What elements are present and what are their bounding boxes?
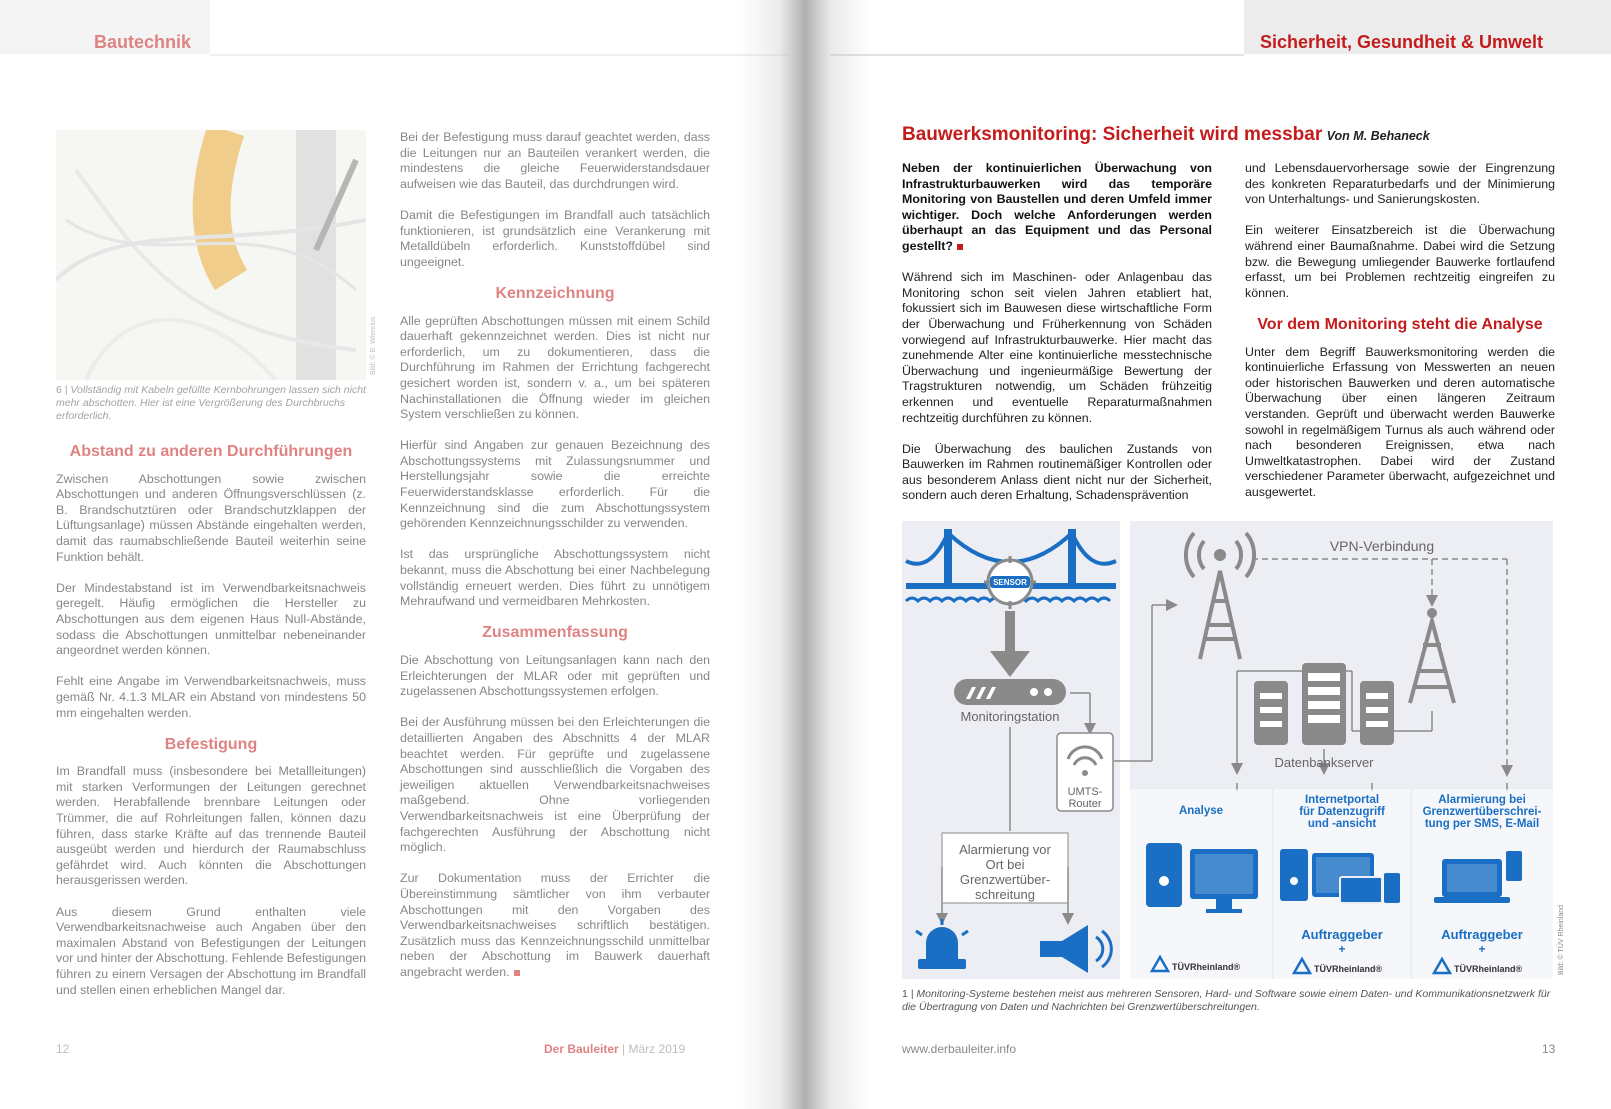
left-header-line	[210, 54, 790, 56]
paragraph: Fehlt eine Angabe im Verwendbarkeitsnachweis, muss gemäß Nr. 4.1.3 MLAR ein Abstand von mindestens 50 mm eingehalten werden.	[56, 674, 366, 720]
paragraph: Hierfür sind Angaben zur genauen Bezeichnung des Abschottungssystems mit Zulassungsnummer und Herstellungsjahr sowie die erreichte Feuerwiderstandsklasse erforderlich. Für die Kennzeichnung sind die zum Abschottungssystem gehörenden Kennzeichnungsschilder zu verwenden.	[400, 438, 710, 531]
alarm-label-4: schreitung	[975, 887, 1035, 902]
left-column-2	[400, 130, 710, 996]
monitoring-diagram-svg	[902, 521, 1553, 979]
right-header-line	[830, 54, 1244, 56]
left-column-1	[56, 440, 366, 1014]
paragraph: Die Abschottung von Leitungsanlagen kann nach den Erleichterungen der MLAR oder mit geprüften und zugelassenen Abschottungssystemen erfolgen.	[400, 653, 710, 699]
photo-credit: Bild: © B. Wienrius	[370, 316, 377, 375]
article-lead	[902, 161, 1212, 255]
paragraph: Bei der Befestigung muss darauf geachtet werden, dass die Leitungen nur an Bauteilen verankert werden, die mindestens die gleiche Feuerwiderstandsdauer aufweisen wie das Bauteil, das durchdrungen wird.	[400, 130, 710, 191]
paragraph-text: Zur Dokumentation muss der Errichter die Übereinstimmung sämtlicher von ihm verbauter Abschottungen mit den Vorgaben des Verwendbarkeitsnachweises schriftlich bestätigen. Zusätzlich muss das Kennzeichnungsschild unmittelbar neben der Abschottung im Bauwerk dauerhaft angebracht werden.	[400, 871, 710, 979]
left-footer-magazine	[544, 1042, 685, 1056]
paragraph: Ist das ursprüngliche Abschottungssystem nicht bekannt, muss die Abschottung bei einer Nachbelegung vollständig erneuert werden. Dies führt zu unnötigem Mehraufwand und vermeidbaren Mehrkosten.	[400, 547, 710, 609]
sms-label-1: Alarmierung bei	[1438, 794, 1526, 806]
auftraggeber-label-2: Auftraggeber	[1441, 927, 1523, 942]
router-label-2: Router	[1068, 798, 1102, 810]
cable-photo	[56, 130, 366, 380]
photo-caption-number: 6	[56, 384, 62, 396]
left-page-number: 12	[56, 1042, 70, 1056]
left-page	[0, 0, 790, 1109]
paragraph: Damit die Befestigungen im Brandfall auch tatsächlich funktionieren, ist grundsätzlich eine Verankerung mit Metalldübeln erforderlich. Kunststoffdübel sind ungeeignet.	[400, 207, 710, 269]
right-section-label: Sicherheit, Gesundheit & Umwelt	[1260, 32, 1544, 52]
diagram-caption-number: 1	[902, 988, 908, 1000]
tuv-label-2: TÜVRheinland®	[1314, 964, 1383, 974]
heading-abstand: Abstand zu anderen Durchführungen	[69, 443, 353, 460]
article-header	[902, 124, 1430, 146]
paragraph: Unter dem Begriff Bauwerksmonitoring werden die kontinuierliche Erfassung von Messwerten an neuen oder historischen Bauwerken und deren automatische Überwachung über einen längeren Zeitraum verstanden. Geprüft und überwacht werden Bauwerke sowohl in regelmäßigem Turnus als auch während oder nach besonderen Ereignissen, etwa nach Umweltkatastrophen. Dabei wird der Zustand verschiedener Parameter überwacht, aufgezeichnet und ausgewertet.	[1245, 344, 1555, 499]
paragraph: Während sich im Maschinen- oder Anlagenbau das Monitoring schon seit vielen Jahren etabliert hat, fokussiert sich im Bauwesen diese wirtschaftliche Form der Überwachung und Früherkennung von Schäden vorwiegend auf Infrastrukturbauwerke. Hier macht das zunehmende Alter eine kontinuierliche messtechnische Überwachung und ingenieurmäßige Bewertung der Tragstrukturen notwendig, um Schäden frühzeitig erkennen und eventuelle Reparaturmaßnahmen rechtzeitig durchführen zu können.	[902, 270, 1212, 425]
paragraph: Bei der Ausführung müssen bei den Erleichterungen die detaillierten Angaben des Abschnitts 4 der MLAR beachtet werden. Für geprüfte und zugelassene Abschottungen sind ausschließlich die Vorgaben des jeweiligen aktuellen Verwendbarkeitsnachweises maßgebend. Ohne vorliegenden Verwendbarkeitsnachweis ist eine Überprüfung der fachgerechten Ausführung der Abschottung nicht möglich.	[400, 715, 710, 855]
photo-caption: 6 | Vollständig mit Kabeln gefüllte Kernbohrungen lassen sich nicht mehr abschotten. Hier ist eine Vergrößerung des Durchbruchs erforderlich.	[56, 384, 366, 422]
portal-label-1: Internetportal	[1304, 794, 1380, 806]
right-footer-url: www.derbauleiter.info	[902, 1042, 1017, 1056]
alarm-label-3: Grenzwertüber-	[959, 872, 1051, 887]
heading-analyse: Vor dem Monitoring steht die Analyse	[1257, 315, 1543, 333]
paragraph: Alle geprüften Abschottungen müssen mit einem Schild dauerhaft gekennzeichnet werden. Dies ist nicht nur erforderlich, um zu dokumentieren, dass die Durchführung im Rahmen der Errichtung fachgerecht gesichert worden ist, sondern v. a., um bei späteren Nachinstallationen die Öffnung wieder im gleichen System verschließen zu können.	[400, 313, 710, 422]
end-mark-icon	[957, 244, 963, 250]
plus-label-2: +	[1478, 942, 1486, 956]
issue-date: März 2019	[628, 1042, 686, 1056]
auftraggeber-label-1: Auftraggeber	[1301, 927, 1383, 942]
paragraph: Die Überwachung des baulichen Zustands von Bauwerken im Rahmen routinemäßiger Kontrollen oder aus besonderem Anlass dient nicht nur der Sicherheit, sondern auch deren Erhaltung, Schadensprävention	[902, 441, 1212, 503]
paragraph: und Lebensdauervorhersage sowie der Eingrenzung des konkreten Reparaturbedarfs und der Minimierung von Unterhaltungs- und Sanierungskosten.	[1245, 161, 1555, 207]
monitoring-diagram	[902, 521, 1553, 979]
tuv-label-3: TÜVRheinland®	[1454, 964, 1523, 974]
vpn-label: VPN-Verbindung	[1329, 538, 1435, 554]
portal-label-3: und -ansicht	[1307, 818, 1377, 830]
sensor-label: SENSOR	[993, 578, 1027, 587]
heading-befestigung: Befestigung	[164, 735, 258, 753]
paragraph: Zwischen Abschottungen sowie zwischen Abschottungen und anderen Öffnungsverschlüssen (z. B. Brandschutztüren oder Brandschutzklappen der Lüftungsanlage) müssen Abstände eingehalten werden, damit das raumabschließende Bauteil weiterhin seine Funktion behält.	[56, 471, 366, 564]
diagram-caption: 1 | Monitoring-Systeme bestehen meist aus mehreren Sensoren, Hard- und Software sowie einem Daten- und Kommunikationsnetzwerk für die Übertragung von Daten und Nachrichten bei Grenzwertüberschreitungen.	[902, 988, 1551, 1013]
paragraph: Der Mindestabstand ist im Verwendbarkeitsnachweis geregelt. Häufig ermöglichen die Hersteller zu Abschottungen aus dem eigenen Haus Null-Abstände, sodass die Abschottungen unmittelbar nebeneinander angeordnet werden können.	[56, 580, 366, 658]
right-page-number: 13	[1542, 1042, 1556, 1056]
magazine-name: Der Bauleiter	[544, 1042, 619, 1056]
footer-separator: |	[622, 1042, 626, 1056]
article-lead-text: Neben der kontinuierlichen Überwachung von Infrastrukturbauwerken wird das temporäre Monitoring von Baustellen und deren Umfeld immer wichtiger. Doch welche Anforderungen werden überhaupt an das Equipment und das Personal gestellt?	[902, 161, 1212, 253]
sms-label-3: tung per SMS, E-Mail	[1424, 818, 1540, 830]
heading-zusammenfassung: Zusammenfassung	[482, 624, 628, 642]
left-section-label: Bautechnik	[94, 32, 192, 52]
heading-kennzeichnung: Kennzeichnung	[495, 284, 615, 302]
monitoring-station-icon	[954, 679, 1066, 705]
paragraph: Aus diesem Grund enthalten viele Verwendbarkeitsnachweise auch Angaben über den maximalen Abstand von Befestigungen der Leitungen vor und hinter der Abschottung. Fehlende Befestigungen führen zu einem Versagen der Abschottung im Brandfall und stellen einen erheblichen Mangel dar.	[56, 904, 366, 997]
diagram-credit: Bild: © TÜV Rheinland	[1558, 904, 1565, 975]
photo-caption-text: Vollständig mit Kabeln gefüllte Kernbohrungen lassen sich nicht mehr abschotten. Hier ist eine Vergrößerung des Durchbruchs erforderlich.	[56, 384, 366, 422]
paragraph: Ein weiterer Einsatzbereich ist die Überwachung während einer Baumaßnahme. Dabei wird die Setzung bzw. die Bewegung umliegender Bauwerke fortlaufend erfasst, um bei Problemen rechtzeitig eingreifen zu können.	[1245, 223, 1555, 300]
cable-photo-drawing	[56, 130, 366, 380]
paragraph	[400, 871, 710, 980]
router-label-1: UMTS-	[1067, 786, 1103, 798]
sms-label-2: Grenzwertüberschrei-	[1422, 806, 1542, 818]
analyse-label: Analyse	[1178, 805, 1224, 817]
portal-label-2: für Datenzugriff	[1299, 806, 1385, 818]
paragraph: Im Brandfall muss (insbesondere bei Metallleitungen) mit starken Verformungen der Leitungen gerechnet werden. Herabfallende brennbare Leitungen oder Trümmer, die auf Rohrleitungen fallen, können dazu führen, dass starke Kräfte auf das trennende Bauteil ausgeübt werden und hierdurch der Raumabschluss gefährdet wird. Auch könnten die Abschottungen herausgerissen werden.	[56, 764, 366, 888]
diagram-caption-text: Monitoring-Systeme bestehen meist aus mehreren Sensoren, Hard- und Software sowie einem Daten- und Kommunikationsnetzwerk für die Übertragung von Daten und Nachrichten bei Grenzwertüberschreitungen.	[902, 988, 1551, 1013]
right-column-1	[902, 161, 1212, 520]
article-title: Bauwerksmonitoring: Sicherheit wird messbar	[902, 124, 1323, 145]
tuv-label-1: TÜVRheinland®	[1172, 962, 1241, 972]
monitoring-station-label: Monitoringstation	[960, 709, 1060, 724]
database-label: Datenbankserver	[1274, 755, 1374, 770]
article-author: Von M. Behaneck	[1326, 129, 1430, 143]
right-column-2	[1245, 161, 1555, 516]
alarm-label-2: Ort bei	[985, 857, 1025, 872]
alarm-label-1: Alarmierung vor	[959, 842, 1051, 857]
plus-label-1: +	[1338, 942, 1346, 956]
end-mark-icon	[514, 970, 520, 976]
